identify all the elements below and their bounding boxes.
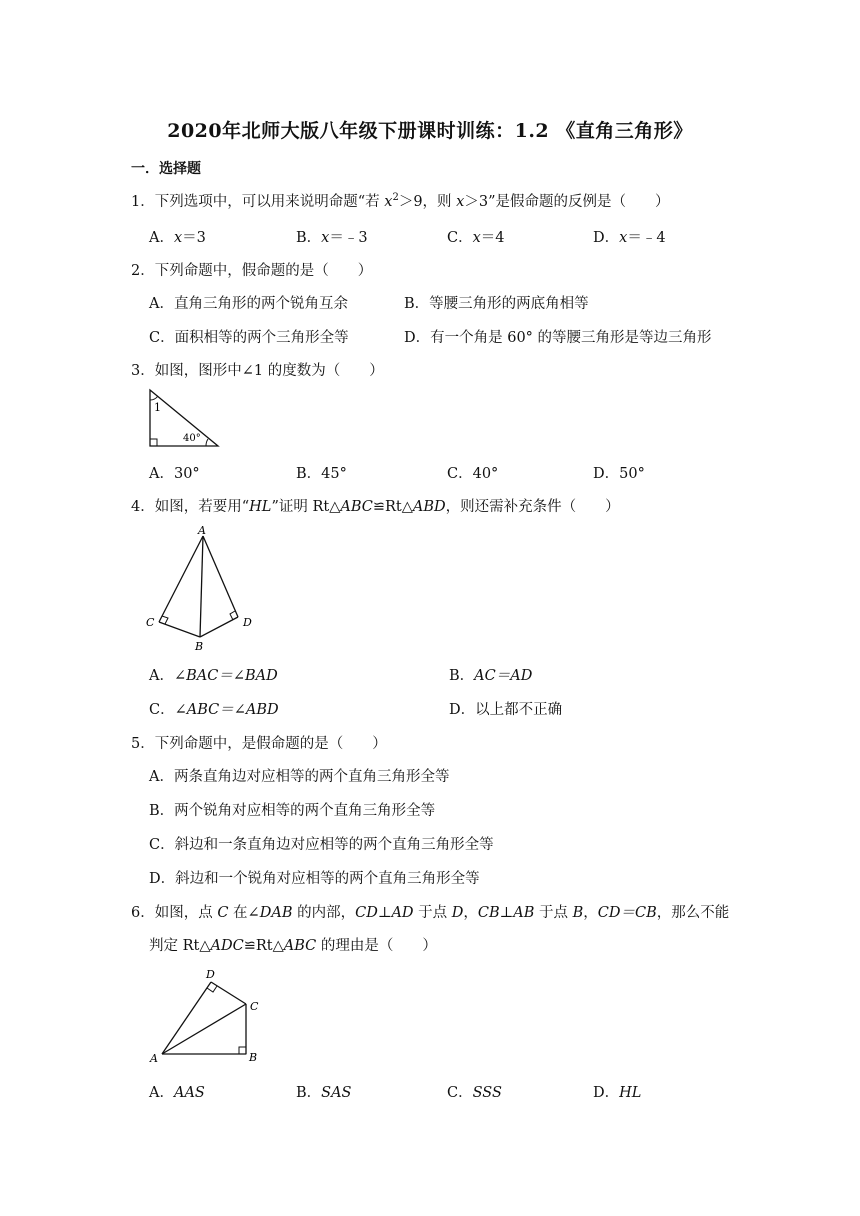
question-6-line-1: 6．如图，点 C 在∠DAB 的内部，CD⊥AD 于点 D，CB⊥AB 于点 B，CD＝CB，那么不能 <box>131 905 730 921</box>
page-title: 2020年北师大版八年级下册课时训练：1.2 《直角三角形》 <box>167 120 693 142</box>
segment-AB <box>200 536 203 637</box>
vertex-label-A: A <box>198 524 206 537</box>
q5-option-c[interactable]: C．斜边和一条直角边对应相等的两个直角三角形全等 <box>149 837 494 853</box>
q5-option-b[interactable]: B．两个锐角对应相等的两个直角三角形全等 <box>149 803 436 819</box>
right-angle-mark-B <box>239 1047 246 1054</box>
question-text: 下列命题中，假命题的是（ ） <box>154 263 373 279</box>
segment-AD <box>203 536 238 617</box>
question-number: 1． <box>131 194 155 210</box>
angle-1-label: 1 <box>154 401 161 414</box>
vertex-label-D: D <box>243 616 252 629</box>
exponent: 2 <box>392 192 399 204</box>
q4-option-d[interactable]: D．以上都不正确 <box>449 702 563 718</box>
vertex-label-C: C <box>146 616 155 629</box>
question-text: 如图，若要用“ <box>154 499 250 515</box>
question-number: 3． <box>131 363 155 379</box>
q4-kite-figure <box>140 522 260 654</box>
question-text: 下列选项中，可以用来说明命题“若 <box>154 194 385 210</box>
segment-DB <box>200 617 238 637</box>
q3-option-b[interactable]: B．45° <box>296 466 347 482</box>
q2-option-b[interactable]: B．等腰三角形的两底角相等 <box>404 296 589 312</box>
q2-option-a[interactable]: A．直角三角形的两个锐角互余 <box>149 296 348 312</box>
right-angle-mark-D <box>207 986 217 992</box>
q6-option-c[interactable]: C．SSS <box>447 1085 502 1101</box>
angle-40-label: 40° <box>183 433 201 444</box>
question-text: 下列命题中，是假命题的是（ ） <box>154 736 387 752</box>
q3-option-d[interactable]: D．50° <box>593 466 645 482</box>
question-4 <box>131 495 620 516</box>
question-1 <box>131 190 670 211</box>
q2-option-c[interactable]: C．面积相等的两个三角形全等 <box>149 330 349 346</box>
q3-triangle-figure <box>140 384 230 452</box>
q4-option-c[interactable]: C．∠ABC＝∠ABD <box>149 702 279 718</box>
vertex-label-B: B <box>195 640 204 653</box>
q6-option-b[interactable]: B．SAS <box>296 1085 352 1101</box>
q6-option-d[interactable]: D．HL <box>593 1085 642 1101</box>
variable: ABD <box>412 499 446 515</box>
segment-AC <box>159 536 203 622</box>
q6-figure <box>144 964 274 1066</box>
q5-option-d[interactable]: D．斜边和一个锐角对应相等的两个直角三角形全等 <box>149 871 480 887</box>
segment-DC <box>211 982 246 1004</box>
question-text: ”证明 Rt△ <box>271 499 341 515</box>
question-5 <box>131 732 387 753</box>
q1-option-b[interactable]: B．x＝﹣3 <box>296 230 368 246</box>
vertex-label-C: C <box>250 1000 259 1013</box>
vertex-label-A: A <box>150 1052 158 1065</box>
right-angle-mark <box>150 439 157 446</box>
vertex-label-B: B <box>249 1051 258 1064</box>
question-2 <box>131 259 372 280</box>
variable: ABC <box>340 499 373 515</box>
q5-option-a[interactable]: A．两条直角边对应相等的两个直角三角形全等 <box>149 769 450 785</box>
segment-AD <box>162 982 211 1054</box>
q6-option-a[interactable]: A．AAS <box>149 1085 205 1101</box>
variable: x <box>384 194 393 210</box>
question-number: 4． <box>131 499 155 515</box>
angle-40-arc <box>206 439 208 446</box>
question-6-line-2: 判定 Rt△ADC≌Rt△ABC 的理由是（ ） <box>149 938 437 954</box>
vertex-label-D: D <box>206 968 215 981</box>
question-text: 如图，图形中∠1 的度数为（ ） <box>154 363 384 379</box>
q1-option-d[interactable]: D．x＝﹣4 <box>593 230 666 246</box>
q2-option-d[interactable]: D．有一个角是 60° 的等腰三角形是等边三角形 <box>404 330 712 346</box>
question-number: 2． <box>131 263 155 279</box>
question-3 <box>131 359 384 380</box>
angle-1-arc <box>150 396 158 400</box>
segment-AC <box>162 1004 246 1054</box>
question-text: ≌Rt△ <box>372 499 413 515</box>
question-number: 5． <box>131 736 155 752</box>
q1-option-c[interactable]: C．x＝4 <box>447 230 505 246</box>
question-text: ＞9，则 <box>398 194 457 210</box>
question-text: ，则还需补充条件（ ） <box>445 499 620 515</box>
q1-option-a[interactable]: A．x＝3 <box>149 230 206 246</box>
segment-CB <box>159 622 200 637</box>
variable: HL <box>249 499 272 515</box>
q4-option-a[interactable]: A．∠BAC＝∠BAD <box>149 668 278 684</box>
variable: x <box>456 194 465 210</box>
q4-option-b[interactable]: B．AC＝AD <box>449 668 533 684</box>
q3-option-a[interactable]: A．30° <box>149 466 200 482</box>
question-number: 6． <box>131 905 155 921</box>
section-heading: 一．选择题 <box>131 161 201 177</box>
question-text: ＞3”是假命题的反例是（ ） <box>464 194 670 210</box>
q3-option-c[interactable]: C．40° <box>447 466 499 482</box>
